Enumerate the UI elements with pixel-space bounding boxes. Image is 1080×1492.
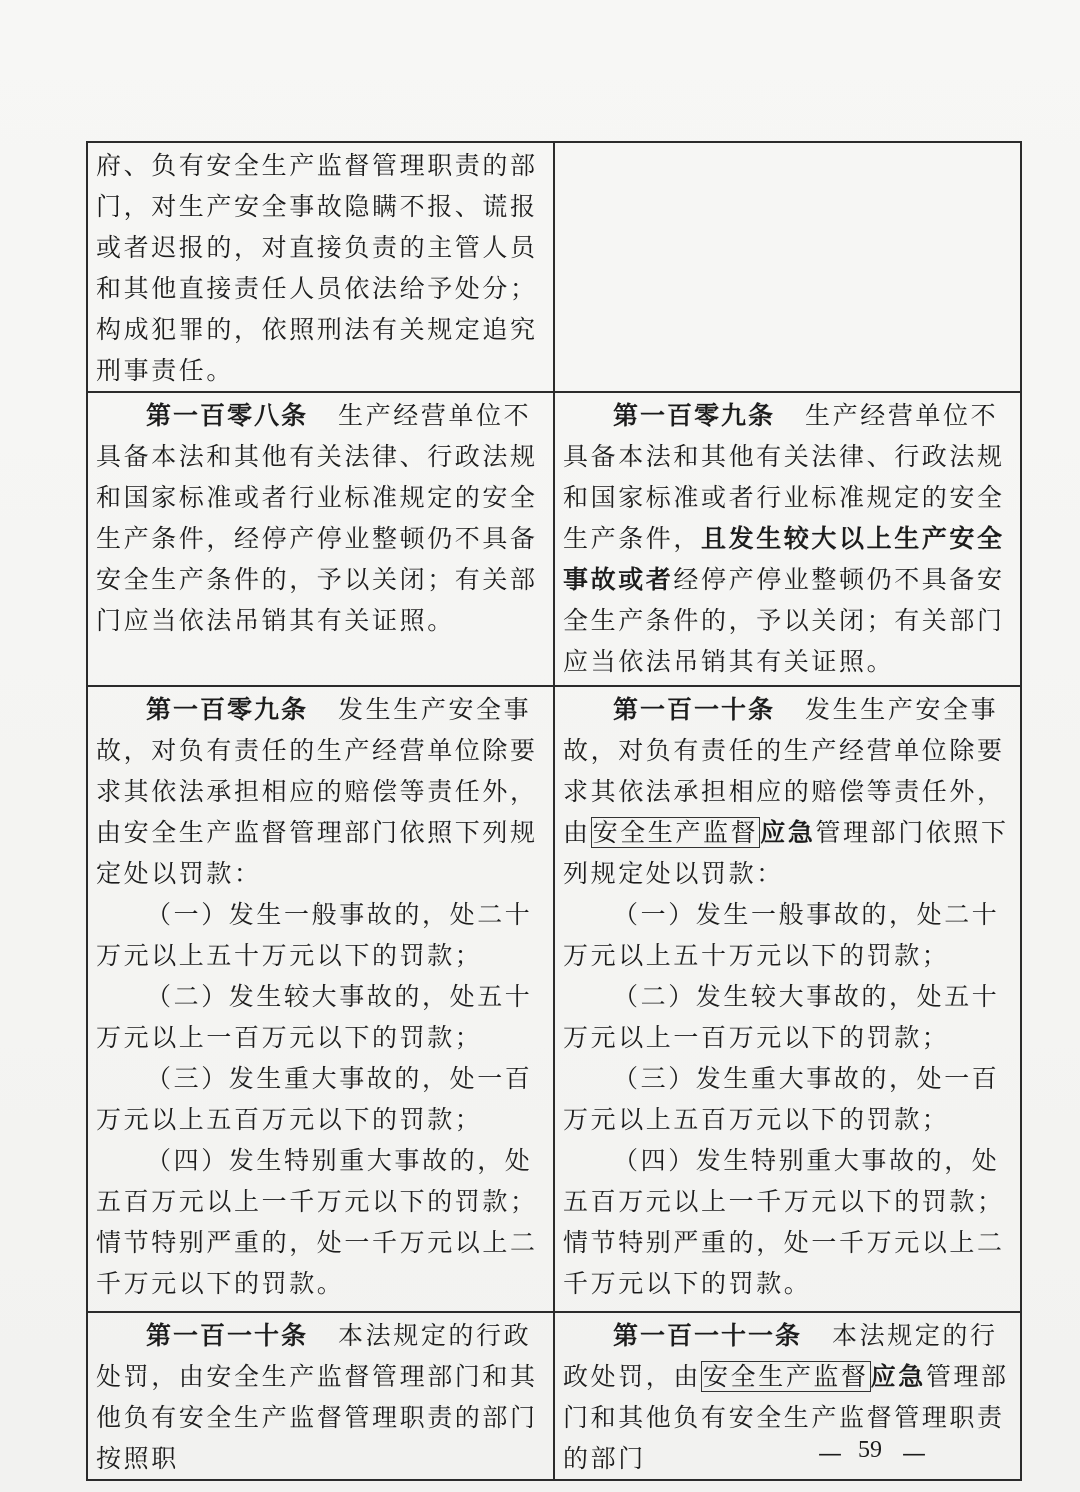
article-text: 生产经营单位不具备本法和其他有关法律、行政法规和国家标准或者行业标准规定的安全生产条件， (563, 401, 1005, 553)
article-number: 第一百一十条 (146, 1321, 309, 1350)
article-number: 第一百零九条 (613, 401, 776, 430)
article-text: 本法规定的行政处罚，由安全生产监督管理部门和其他负有安全生产监督管理职责的部门按照职 (96, 1321, 538, 1473)
deleted-text-box: 安全生产监督 (592, 818, 759, 847)
added-text: 且发生较大以上生产安全事故或者 (563, 524, 1005, 594)
table-row (87, 686, 1021, 1312)
article-paragraph (563, 395, 1012, 682)
list-item: （四）发生特别重大事故的，处五百万元以上一千万元以下的罚款；情节特别严重的，处一千万元以上二千万元以下的罚款。 (96, 1146, 538, 1298)
list-item: （一）发生一般事故的，处二十万元以上五十万元以下的罚款； (563, 900, 1000, 970)
new-text-cell (554, 392, 1021, 686)
list-item: （三）发生重大事故的，处一百万元以上五百万元以下的罚款； (563, 1064, 1000, 1134)
article-paragraph (563, 1315, 1012, 1479)
new-text-cell (554, 1312, 1021, 1480)
article-text: 本法规定的行政处罚，由 (563, 1321, 998, 1391)
article-paragraph (563, 689, 1012, 894)
article-number: 第一百一十条 (613, 695, 776, 724)
old-text-cell (87, 142, 554, 392)
article-text: 经停产停业整顿仍不具备安全生产条件的，予以关闭；有关部门应当依法吊销其有关证照。 (563, 565, 1005, 676)
article-text: 发生生产安全事故，对负有责任的生产经营单位除要求其依法承担相应的赔偿等责任外，由 (563, 695, 1005, 847)
article-number: 第一百零九条 (146, 695, 309, 724)
article-text: 管理部门和其他负有安全生产监督管理职责的部门 (563, 1362, 1009, 1473)
list-item: （四）发生特别重大事故的，处五百万元以上一千万元以下的罚款；情节特别严重的，处一千万元以上二千万元以下的罚款。 (563, 1146, 1005, 1298)
list-item: （三）发生重大事故的，处一百万元以上五百万元以下的罚款； (96, 1064, 533, 1134)
article-number: 第一百一十一条 (613, 1321, 803, 1350)
paragraph: 府、负有安全生产监督管理职责的部门，对生产安全事故隐瞒不报、谎报或者迟报的，对直接负责的主管人员和其他直接责任人员依法给予处分；构成犯罪的，依照刑法有关规定追究刑事责任。 (96, 151, 538, 385)
article-paragraph (96, 395, 545, 641)
footer-dash: — (902, 1439, 926, 1467)
table-row (87, 392, 1021, 686)
deleted-text-box: 安全生产监督 (703, 1362, 869, 1391)
table-row (87, 142, 1021, 392)
list-item: （一）发生一般事故的，处二十万元以上五十万元以下的罚款； (96, 900, 533, 970)
article-text: 发生生产安全事故，对负有责任的生产经营单位除要求其依法承担相应的赔偿等责任外，由安全生产监督管理部门依照下列规定处以罚款： (96, 695, 538, 888)
page-number: 59 (858, 1437, 882, 1463)
old-text-cell (87, 686, 554, 1312)
article-text: 管理部门依照下列规定处以罚款： (563, 818, 1009, 888)
article-number: 第一百零八条 (146, 401, 309, 430)
list-item: （二）发生较大事故的，处五十万元以上一百万元以下的罚款； (563, 982, 1000, 1052)
law-comparison-table (86, 141, 1022, 1481)
old-text-cell (87, 1312, 554, 1480)
added-text: 应急 (760, 818, 816, 847)
new-text-cell (554, 686, 1021, 1312)
list-item: （二）发生较大事故的，处五十万元以上一百万元以下的罚款； (96, 982, 533, 1052)
article-paragraph (96, 689, 545, 894)
new-text-cell (554, 142, 1021, 392)
article-text: 生产经营单位不具备本法和其他有关法律、行政法规和国家标准或者行业标准规定的安全生产条件，经停产停业整顿仍不具备安全生产条件的，予以关闭；有关部门应当依法吊销其有关证照。 (96, 401, 538, 635)
added-text: 应急 (870, 1362, 926, 1391)
footer-dash: — (818, 1439, 842, 1467)
article-paragraph (96, 1315, 545, 1479)
old-text-cell (87, 392, 554, 686)
